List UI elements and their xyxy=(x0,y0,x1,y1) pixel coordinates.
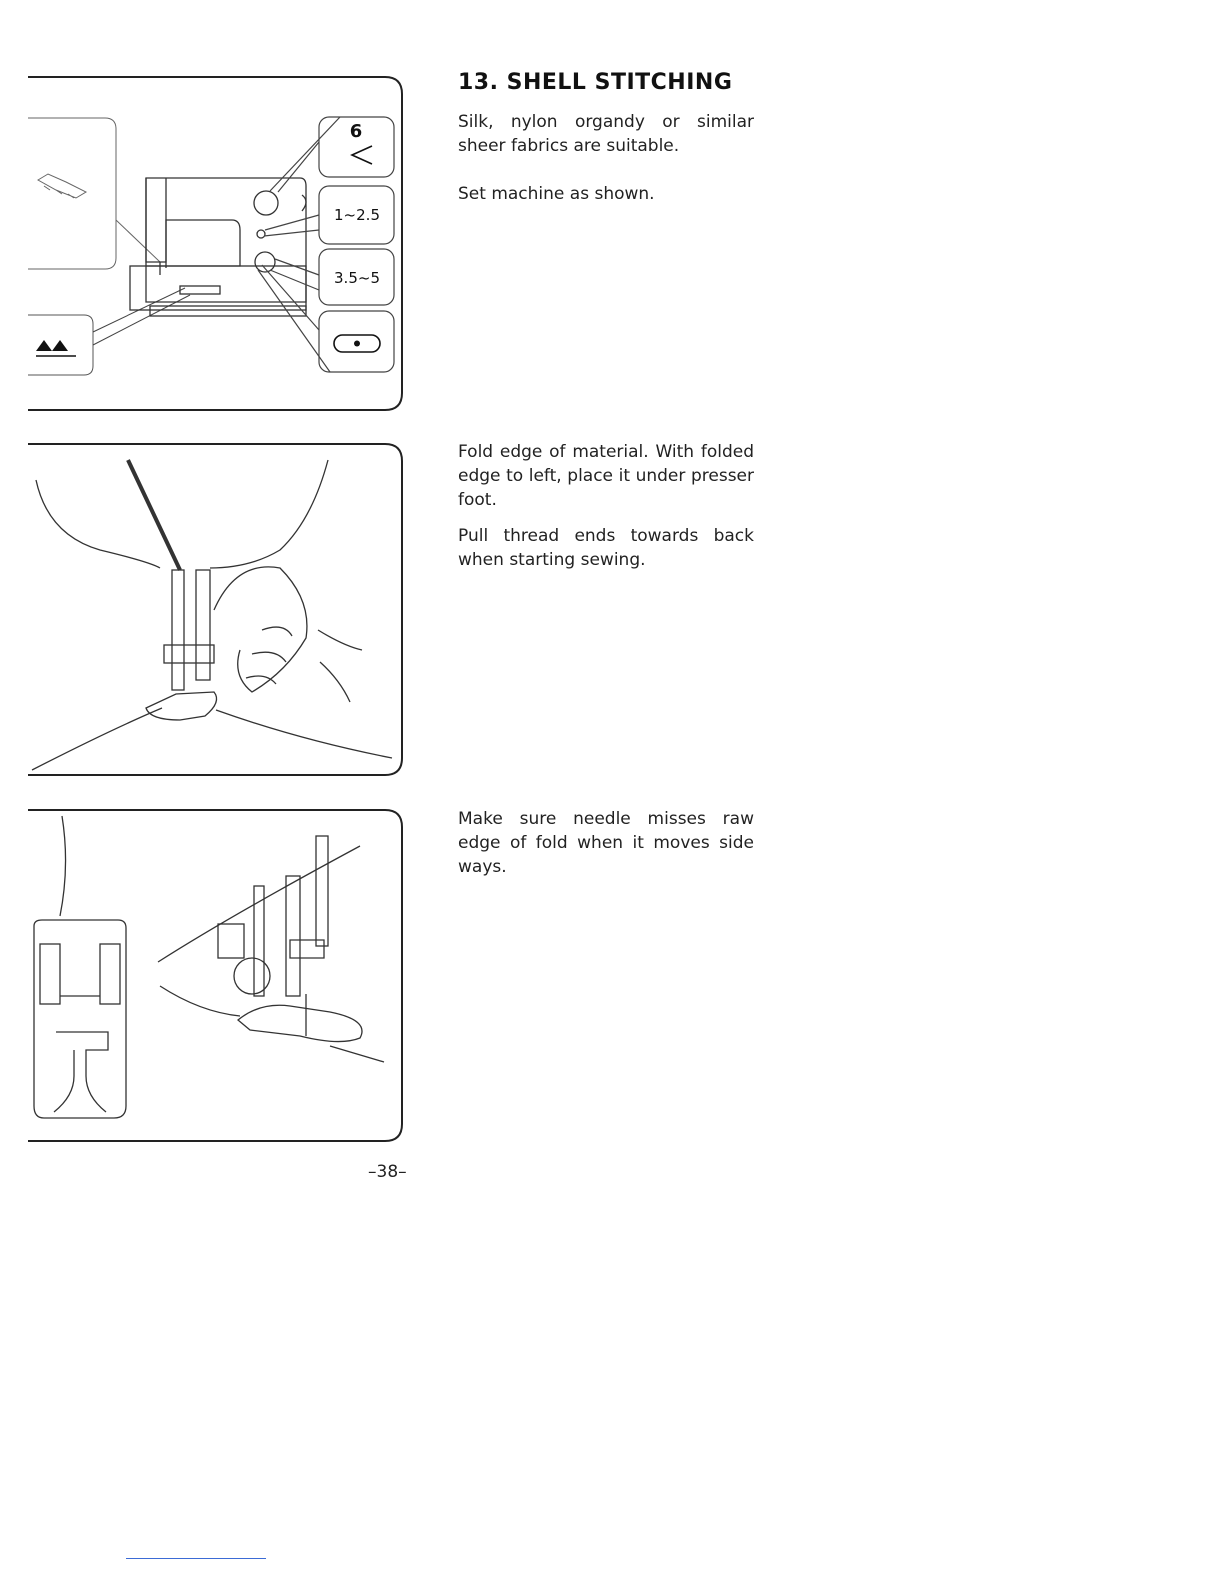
footer-rule xyxy=(126,1558,266,1559)
set-machine-text: Set machine as shown. xyxy=(458,184,655,204)
machine-arm-icon xyxy=(36,480,160,568)
fold-edge-text: Fold edge of material. With folded edge to left, place it under presser foot. xyxy=(458,442,754,510)
section-title: 13. SHELL STITCHING xyxy=(458,70,733,95)
sewing-machine-icon xyxy=(130,178,306,316)
presser-foot-inset xyxy=(28,118,116,269)
presser-foot-icon xyxy=(238,1005,362,1041)
feed-dog-up-icon xyxy=(36,340,52,351)
stitch-pattern-icon xyxy=(352,146,372,164)
figure-frame xyxy=(28,810,402,1141)
needle-misses-text: Make sure needle misses raw edge of fold when it moves side ways. xyxy=(458,809,754,877)
needle-closeup-icon xyxy=(158,836,384,1062)
stitch-length-label: 3.5~5 xyxy=(334,269,380,287)
stitch-width-label: 1~2.5 xyxy=(334,206,380,224)
fold-material-figure xyxy=(0,440,410,780)
shell-presser-foot-icon xyxy=(34,816,126,1118)
presser-foot-icon xyxy=(38,174,86,198)
needle-bar-icon xyxy=(172,570,184,690)
fabric-edge-icon xyxy=(32,708,162,770)
figure-frame xyxy=(28,444,402,775)
pull-thread-text: Pull thread ends towards back when starting sewing. xyxy=(458,526,754,570)
needle-edge-figure xyxy=(0,806,410,1146)
feed-dog-inset xyxy=(28,288,190,375)
machine-settings-figure xyxy=(0,70,410,415)
pattern-number-label: 6 xyxy=(349,121,363,142)
page-number: –38– xyxy=(368,1162,407,1182)
hand-icon xyxy=(214,567,307,692)
suitable-fabrics-text: Silk, nylon organdy or similar sheer fabrics are suitable. xyxy=(458,112,754,156)
